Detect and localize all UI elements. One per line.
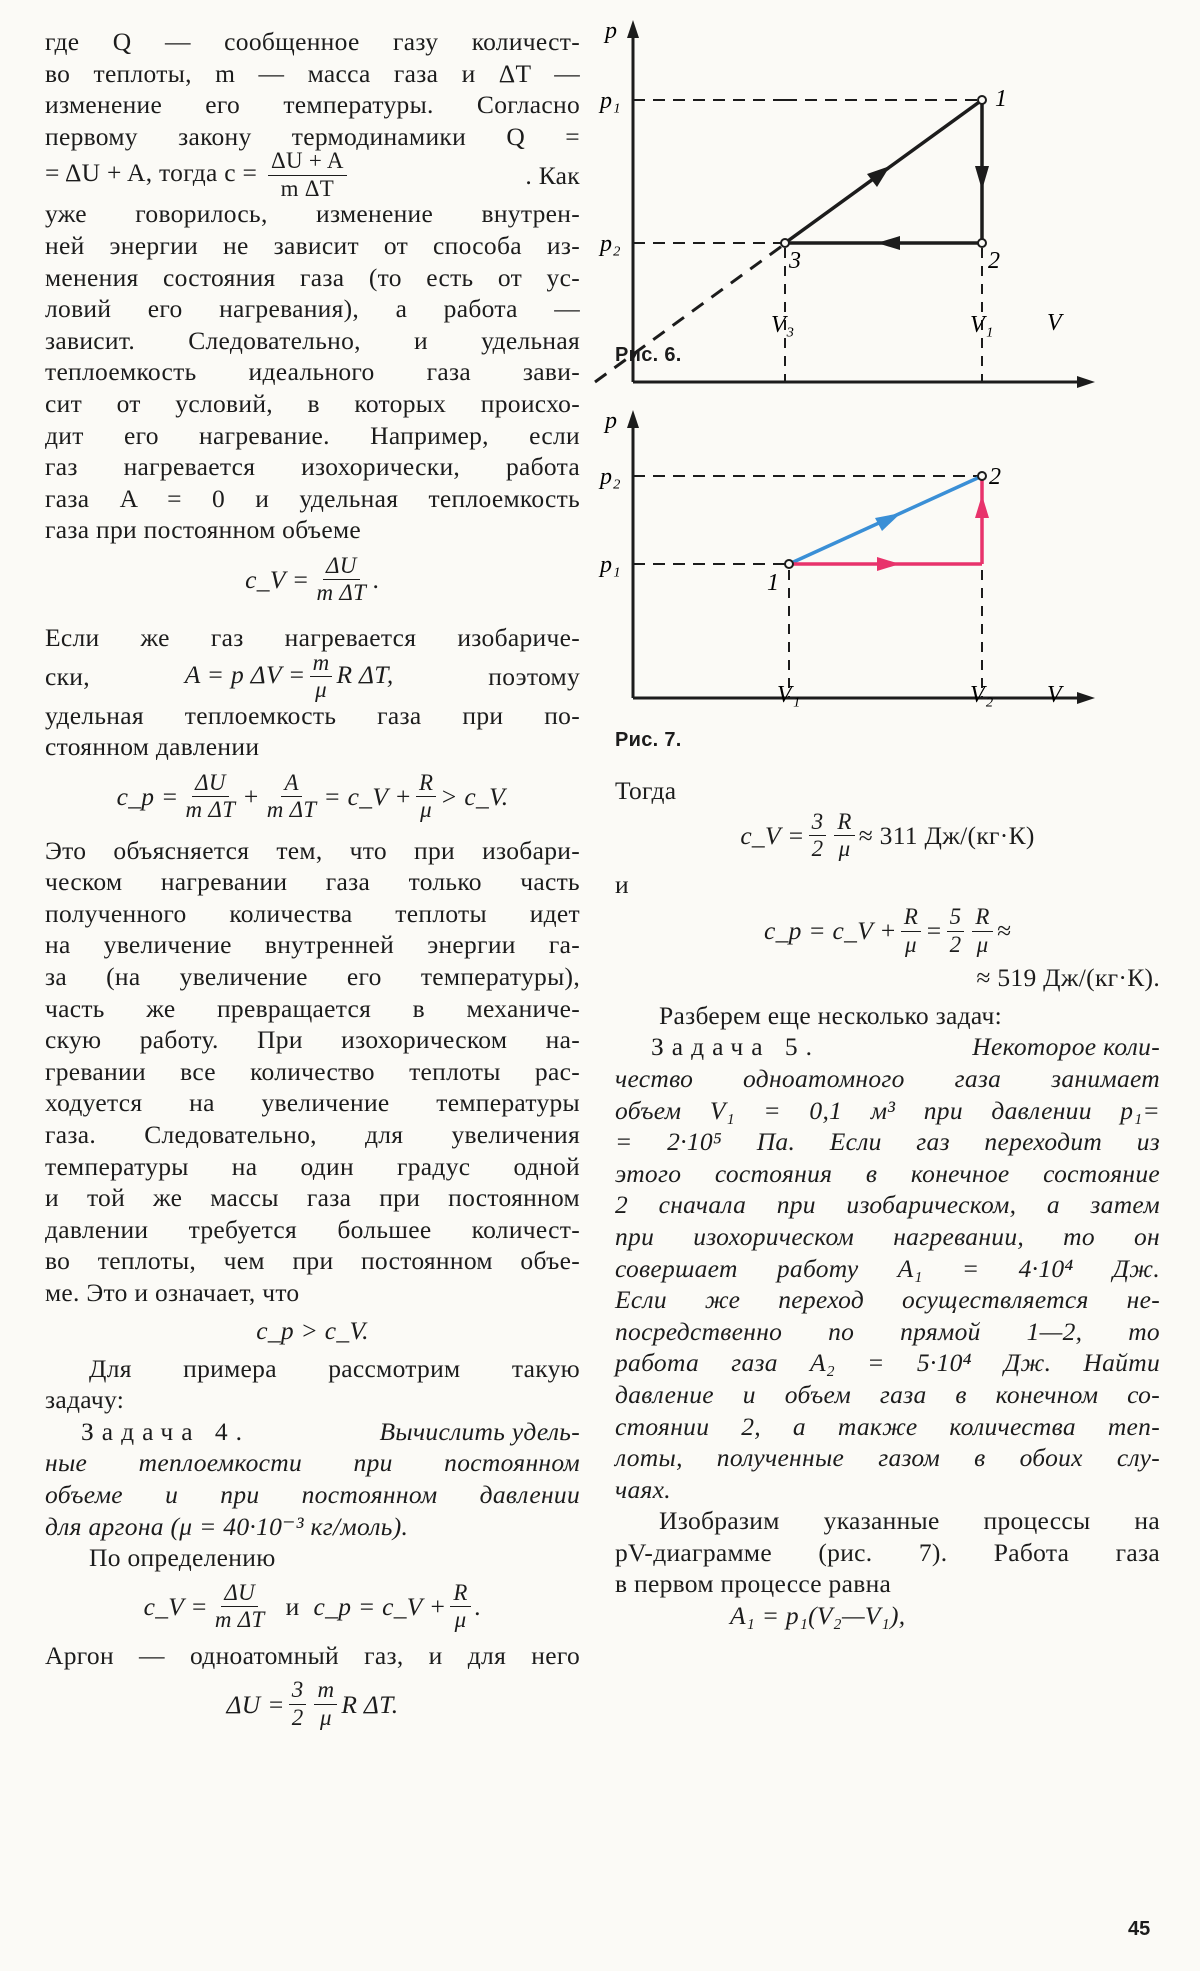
text-line: Для примера рассмотрим такую: [89, 1353, 580, 1383]
text-line: за (на увеличение его температуры),: [45, 962, 580, 992]
text-line: 2 сначала при изобарическом, а затем: [615, 1190, 1160, 1220]
text-line: изменение его температуры. Согласно: [45, 90, 580, 120]
axis-label-p: p: [605, 18, 618, 44]
task-5-text: [615, 1063, 1160, 1505]
tick-label-v1: V₁: [970, 312, 994, 338]
text-line: По определению: [89, 1543, 276, 1573]
figure-7-caption: Рис. 7.: [615, 729, 682, 751]
point-label-1: 1: [995, 86, 1008, 112]
text-line: чество одноатомного газа занимает: [615, 1063, 1160, 1093]
fraction: $\frac{R}{\mu}$: [834, 809, 854, 863]
point-label-3: 3: [789, 248, 802, 274]
text-line: ней энергии не зависит от способа из-: [45, 230, 580, 260]
formula-cp-value: c_p = c_V + $\frac{R}{\mu}$ = $\frac{5}{2}$ $\frac{R}{\mu}$ ≈: [763, 904, 1012, 957]
fraction: $\frac{R}{\mu}$: [972, 904, 992, 958]
task-5-heading: Задача 5. Некоторое коли-: [651, 1032, 1160, 1062]
text-line: уже говорилось, изменение внутрен-: [45, 199, 580, 229]
text-line: на увеличение внутренней энергии га-: [45, 930, 580, 960]
text-line: давлении требуется большее количест-: [45, 1214, 580, 1244]
formula-cv-value: c_V = $\frac{3}{2}$ $\frac{R}{\mu}$ ≈ 311 Дж/(кг·К): [740, 808, 1035, 862]
fraction: $\frac{R}{\mu}$: [450, 1580, 470, 1634]
text-line: дит его нагревание. Например, если: [45, 420, 580, 450]
fraction: $\frac{3}{2}$: [289, 1677, 307, 1731]
point-label-1: 1: [767, 570, 780, 596]
tick-label-p1: p₁: [600, 88, 621, 114]
text-line: = 2·10⁵ Па. Если газ переходит из: [615, 1127, 1160, 1157]
text-line: лоты, полученные газом в обоих слу-: [615, 1443, 1160, 1473]
text-line: Тогда: [615, 776, 677, 805]
text-line: стоянии 2, а также количества теп-: [615, 1411, 1160, 1441]
formula-c: [45, 148, 580, 201]
fraction: $\frac{5}{2}$: [947, 904, 965, 958]
figure-6-caption: Рис. 6.: [615, 344, 682, 366]
text-line: часть же превращается в механиче-: [45, 993, 580, 1023]
text-line: задачу:: [45, 1385, 125, 1415]
fraction: $\frac{m}{\mu}$: [314, 1677, 337, 1731]
text-line: газ нагревается изохорически, работа: [45, 452, 580, 482]
text-line: объем V₁ = 0,1 м³ при давлении p₁=: [615, 1095, 1160, 1125]
formula-a1: A₁ = p₁(V₂—V₁),: [730, 1601, 906, 1631]
fraction: $\frac{\Delta U}{\text{m ΔT}}$: [185, 769, 236, 823]
left-column: [45, 26, 580, 1737]
tick-label-v1: V₁: [777, 682, 801, 708]
red-arrowhead-h: [877, 557, 900, 571]
fraction: $\frac{m}{\mu}$: [310, 650, 333, 704]
text-line: Если же переход осуществляется не-: [615, 1285, 1160, 1315]
text-line: газа при постоянном объеме: [45, 515, 362, 545]
page-number: 45: [1128, 1918, 1151, 1940]
formula-cp: c_p = $\frac{\Delta U}{\text{m ΔT}}$ + $\frac{A}{\text{m ΔT}}$ = c_V + $\frac{R}{\mu}$ > c_V.: [116, 769, 509, 823]
tick-label-v2: V₂: [970, 682, 994, 708]
formula-work: ски, A = p ΔV = $\frac{m}{\mu}$ R ΔT, поэтому: [45, 649, 580, 702]
text-line: удельная теплоемкость газа при по-: [45, 700, 580, 730]
text-line: ходуется на увеличение температуры: [45, 1088, 580, 1118]
tick-label-v3: V₃: [771, 312, 795, 338]
text-line: менения состояния газа (то есть от ус-: [45, 262, 580, 292]
formula-text: = ΔU + A, тогда c =: [45, 158, 258, 188]
figure-7: [600, 408, 1095, 710]
text-line: в первом процессе равна: [615, 1569, 892, 1599]
text-line: и той же массы газа при постоянном: [45, 1183, 580, 1213]
paragraph: [45, 835, 580, 1309]
formula-text: . Как: [525, 160, 580, 190]
text-line: во теплоты, чем при постоянном объе-: [45, 1246, 580, 1276]
text-line: Это объясняется тем, что при изобари-: [45, 835, 580, 865]
text-line: и: [615, 869, 629, 899]
text-line: Разберем еще несколько задач:: [659, 1000, 1003, 1030]
text-line: ме. Это и означает, что: [45, 1278, 300, 1307]
text-line: Аргон — одноатомный газ, и для него: [45, 1640, 580, 1670]
text-line: совершает работу A₁ = 4·10⁴ Дж.: [615, 1253, 1160, 1283]
point-label-2: 2: [988, 248, 1001, 274]
text-line: при изохорическом нагревании, то он: [615, 1221, 1160, 1251]
text-line: во теплоты, m — масса газа и ΔT —: [45, 58, 580, 88]
tick-label-p2: p₂: [600, 464, 621, 490]
text-line: ческом нагревании газа только часть: [45, 867, 580, 897]
fraction: $\frac{A}{\text{m ΔT}}$: [266, 769, 317, 823]
text-line: сит от условий, в которых происхо-: [45, 388, 580, 418]
text-line: теплоемкость идеального газа зави-: [45, 357, 580, 387]
text-line: для аргона (μ = 40·10⁻³ кг/моль).: [45, 1511, 409, 1541]
text-line: гревании все количество теплоты рас-: [45, 1056, 580, 1086]
red-arrowhead-v: [975, 495, 989, 518]
fraction: $\frac{3}{2}$: [809, 809, 827, 863]
text-line: этого состояния в конечное состояние: [615, 1158, 1160, 1188]
axis-label-v: V: [1047, 310, 1062, 336]
formula-definitions: c_V = $\frac{\Delta U}{\text{m ΔT}}$ и c_p = c_V + $\frac{R}{\mu}$ .: [143, 1579, 482, 1633]
text-line: работа газа A₂ = 5·10⁴ Дж. Найти: [615, 1348, 1160, 1378]
text-line: ловий его нагревания), а работа —: [45, 294, 580, 324]
figure-6: [600, 18, 1095, 440]
text-line: скую работу. При изохорическом на-: [45, 1025, 580, 1055]
tick-label-p1: p₁: [600, 552, 621, 578]
fraction: $\frac{\Delta U}{\text{m ΔT}}$: [214, 1579, 265, 1633]
paragraph: [45, 198, 580, 546]
task-4-heading: Задача 4. Вычислить удель-: [81, 1416, 580, 1446]
text-line: давление и объем газа в конечном со-: [615, 1379, 1160, 1409]
text-line: газа. Следовательно, для увеличения: [45, 1120, 580, 1150]
formula-cp-result: ≈ 519 Дж/(кг·К).: [976, 963, 1160, 993]
text-line: температуры на один градус одной: [45, 1151, 580, 1181]
tick-label-p2: p₂: [600, 231, 621, 257]
text-line: первому закону термодинамики Q =: [45, 121, 580, 151]
text-line: зависит. Следовательно, и удельная: [45, 325, 580, 355]
text-line: посредственно по прямой 1—2, то: [615, 1316, 1160, 1346]
formula-du: ΔU = $\frac{3}{2}$ $\frac{m}{\mu}$ R ΔT.: [226, 1677, 399, 1730]
text-line: газа A = 0 и удельная теплоемкость: [45, 483, 580, 513]
point-label-2: 2: [989, 464, 1002, 490]
text-line: где Q — сообщенное газу количест-: [45, 27, 580, 56]
fraction: $\frac{R}{\mu}$: [416, 770, 436, 824]
fraction: $\frac{R}{\mu}$: [901, 904, 921, 958]
text-line: стоянном давлении: [45, 732, 260, 762]
text-line: ные теплоемкости при постоянном: [45, 1448, 580, 1478]
text-line: pV-диаграмме (рис. 7). Работа газа: [615, 1537, 1160, 1567]
axis-label-v: V: [1047, 682, 1062, 708]
fraction: $\frac{\Delta U + A}{\text{m ΔT}}$: [268, 148, 347, 202]
text-line: объеме и при постоянном давлении: [45, 1479, 580, 1509]
right-text: [615, 775, 1160, 1632]
text-line: чаях.: [615, 1474, 671, 1504]
fraction: $\frac{\Delta U}{\text{m ΔT}}$: [316, 553, 367, 606]
axis-label-p: p: [605, 408, 618, 434]
text-line: полученного количества теплоты идет: [45, 898, 580, 928]
text-line: Если же газ нагревается изобариче-: [45, 622, 580, 652]
blue-arrowhead: [875, 513, 901, 531]
formula-cv: c_V = $\frac{\Delta U}{\text{m ΔT}}$ .: [245, 553, 380, 606]
text-line: Изобразим указанные процессы на: [659, 1506, 1160, 1536]
formula-inequality: c_p > c_V.: [256, 1315, 369, 1345]
